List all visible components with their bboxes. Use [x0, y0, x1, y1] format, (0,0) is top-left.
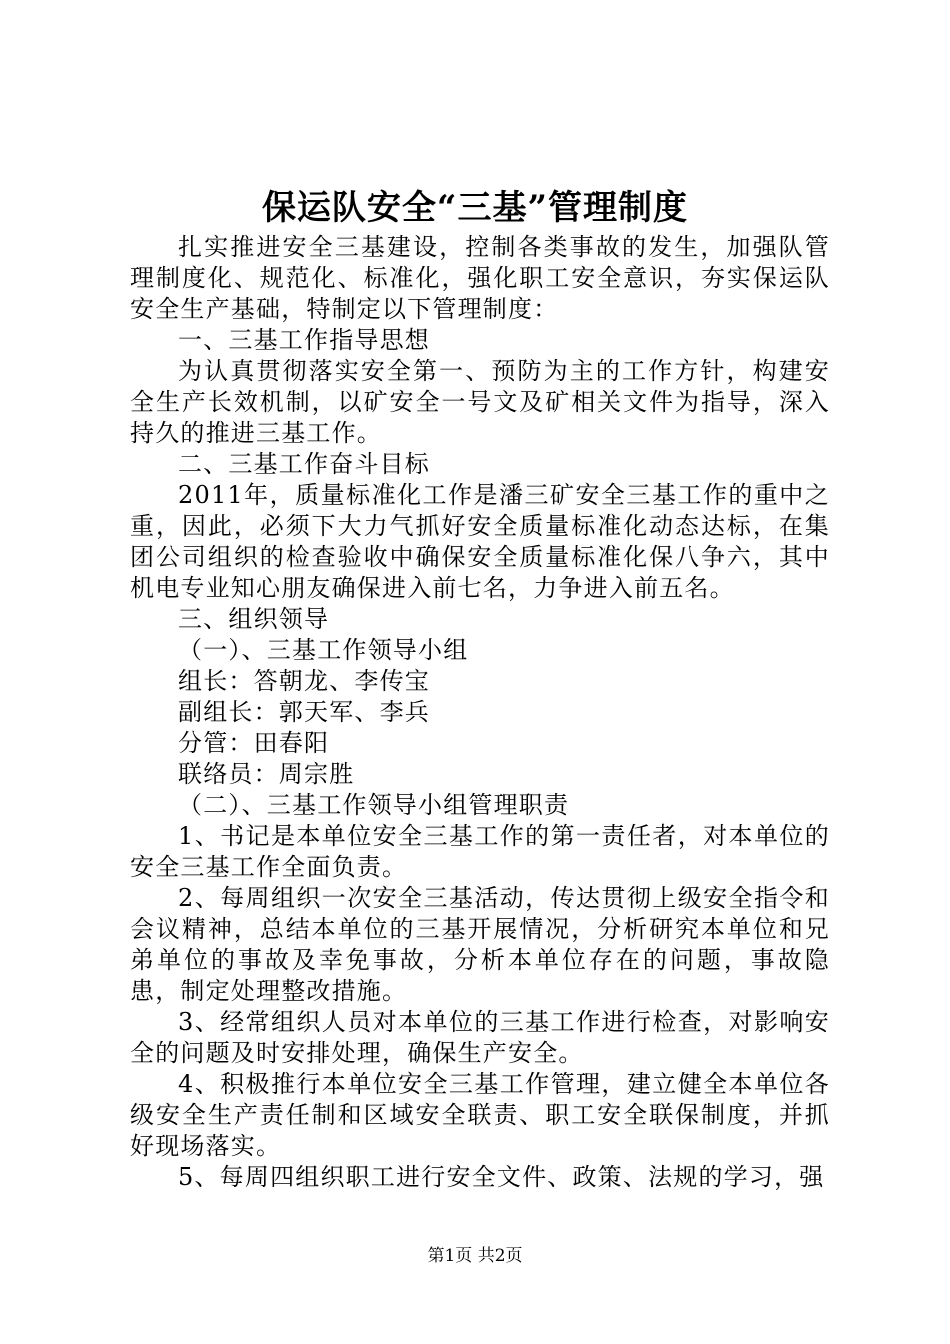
- leader-line: 组长：答朝龙、李传宝: [178, 667, 430, 695]
- supervisor-line: 分管：田春阳: [178, 729, 330, 757]
- section-heading-2: 二、三基工作奋斗目标: [178, 450, 430, 478]
- document-title: 保运队安全“三基”管理制度: [261, 188, 689, 228]
- paragraph-guiding-idea: 为认真贯彻落实安全第一、预防为主的工作方针，构建安全生产长效机制，以矿安全一号文及矿相关文件为指导，深入持久的推进三基工作。: [130, 357, 830, 447]
- section-heading-3: 三、组织领导: [178, 605, 330, 633]
- duty-item-5: 5、每周四组织职工进行安全文件、政策、法规的学习，强: [178, 1163, 825, 1191]
- paragraph-goal: 2011年，质量标准化工作是潘三矿安全三基工作的重中之重，因此，必须下大力气抓好安全质量标准化动态达标，在集团公司组织的检查验收中确保安全质量标准化保八争六，其中机电专业知心朋友确保进入前七名，力争进入前五名。: [130, 481, 830, 602]
- document-body: [130, 232, 830, 1193]
- subsection-heading-1: （一）、三基工作领导小组: [178, 636, 469, 664]
- deputy-leader-line: 副组长：郭天军、李兵: [178, 698, 430, 726]
- liaison-line: 联络员：周宗胜: [178, 760, 355, 788]
- subsection-heading-2: （二）、三基工作领导小组管理职责: [178, 791, 570, 819]
- section-heading-1: 一、三基工作指导思想: [178, 326, 430, 354]
- duty-item-1: 1、书记是本单位安全三基工作的第一责任者，对本单位的安全三基工作全面负责。: [130, 822, 830, 881]
- page-number-footer: 第1页 共2页: [427, 1246, 523, 1266]
- duty-item-4: 4、积极推行本单位安全三基工作管理，建立健全本单位各级安全生产责任制和区域安全联责、职工安全联保制度，并抓好现场落实。: [130, 1070, 830, 1160]
- paragraph-intro: 扎实推进安全三基建设，控制各类事故的发生，加强队管理制度化、规范化、标准化，强化职工安全意识，夯实保运队安全生产基础，特制定以下管理制度：: [130, 233, 830, 323]
- duty-item-2: 2、每周组织一次安全三基活动，传达贯彻上级安全指令和会议精神，总结本单位的三基开展情况，分析研究本单位和兄弟单位的事故及幸免事故，分析本单位存在的问题，事故隐患，制定处理整改措施。: [130, 884, 830, 1005]
- duty-item-3: 3、经常组织人员对本单位的三基工作进行检查，对影响安全的问题及时安排处理，确保生产安全。: [130, 1008, 830, 1067]
